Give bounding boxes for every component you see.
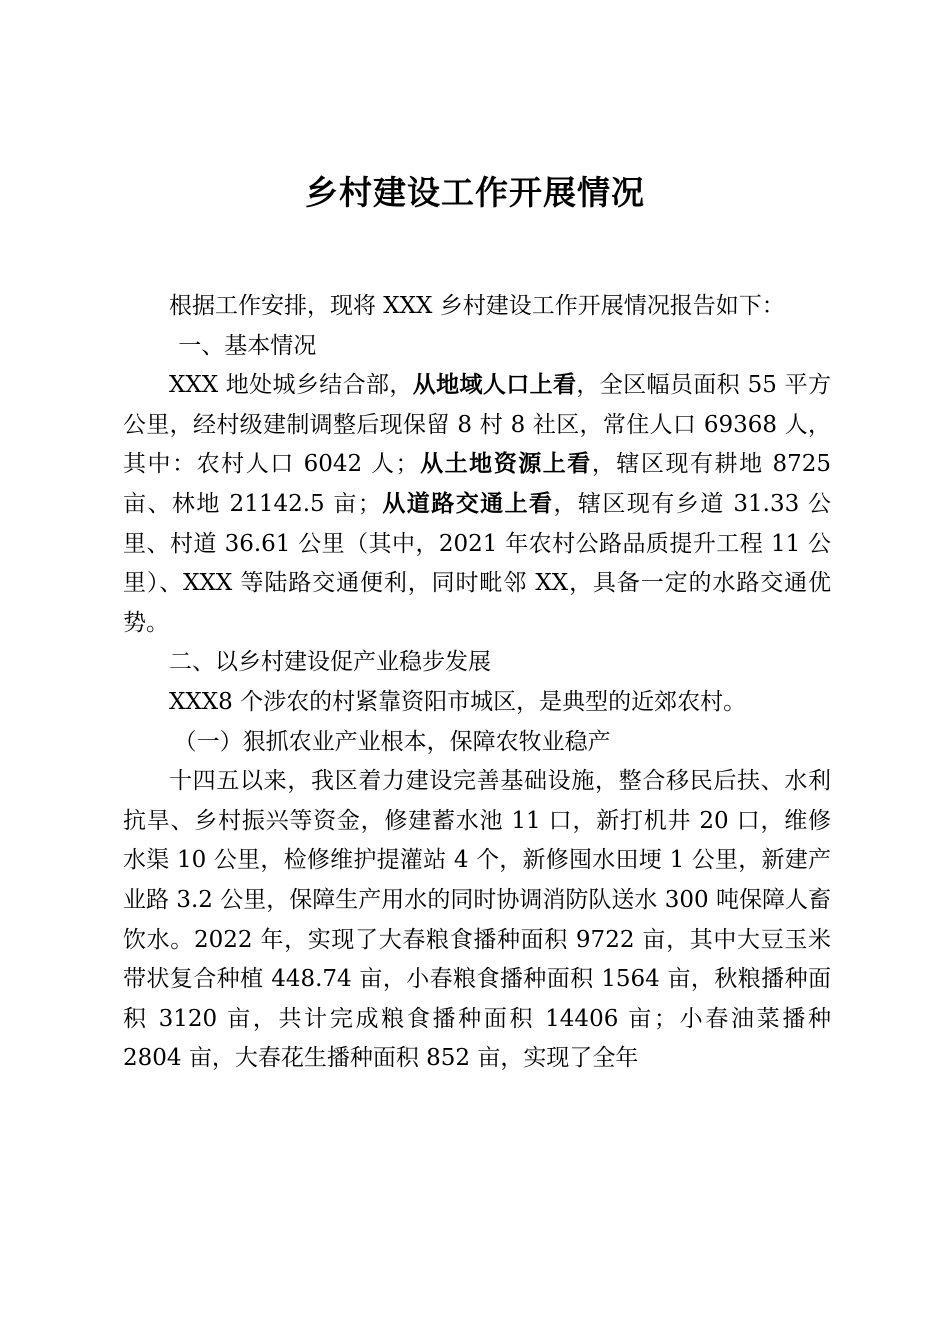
industry-paragraph: XXX8 个涉农的村紧靠资阳市城区，是典型的近郊农村。 bbox=[169, 688, 747, 715]
text-run: ，辖区现有耕地 8725 亩、林地 21142.5 亩； bbox=[123, 451, 832, 517]
document-title: 乡村建设工作开展情况 bbox=[305, 173, 645, 212]
text-run: ，辖区现有乡道 31.33 公里、村道 36.61 公里（其中，2021 年农村公路品质提升工程 11 公里）、XXX 等陆路交通便利，同时毗邻 XX，具备一定的水路交通优势。 bbox=[123, 490, 832, 636]
text-run: XXX 地处城乡结合部， bbox=[169, 372, 413, 399]
text-run: ，全区幅员面积 55 平方公里，经村级建制调整后现保留 8 村 8 社区，常住人口 69368 人，其中：农村人口 6042 人； bbox=[123, 372, 831, 478]
subsection-heading-agriculture: （一）狠抓农业产业根本，保障农牧业稳产 bbox=[173, 728, 611, 755]
section-heading-basic: 一、基本情况 bbox=[178, 332, 317, 359]
lead-phrase-traffic: 从道路交通上看 bbox=[380, 490, 554, 517]
document-body bbox=[123, 287, 831, 1079]
lead-phrase-land: 从土地资源上看 bbox=[418, 451, 592, 478]
lead-phrase-population: 从地域人口上看 bbox=[412, 372, 577, 399]
agriculture-paragraph: 十四五以来，我区着力建设完善基础设施，整合移民后扶、水利抗旱、乡村振兴等资金，修建蓄水池 11 口，新打机井 20 口，维修水渠 10 公里，检修维护提灌站 4 个，新修囤水田埂 1 公里，新建产业路 3.2 公里，保障生产用水的同时协调消防队送水 300 吨保障人畜饮水。2022 年，实现了大春粮食播种面积 9722 亩，其中大豆玉米带状复合种植 448.74 亩，小春粮食播种面积 1564 亩，秋粮播种面积 3120 亩，共计完成粮食播种面积 14406 亩；小春油菜播种 2804 亩，大春花生播种面积 852 亩，实现了全年 bbox=[123, 768, 831, 1072]
basic-situation-paragraph bbox=[123, 366, 831, 643]
section-heading-industry: 二、以乡村建设促产业稳步发展 bbox=[169, 649, 491, 676]
intro-paragraph: 根据工作安排，现将 XXX 乡村建设工作开展情况报告如下： bbox=[169, 293, 785, 319]
